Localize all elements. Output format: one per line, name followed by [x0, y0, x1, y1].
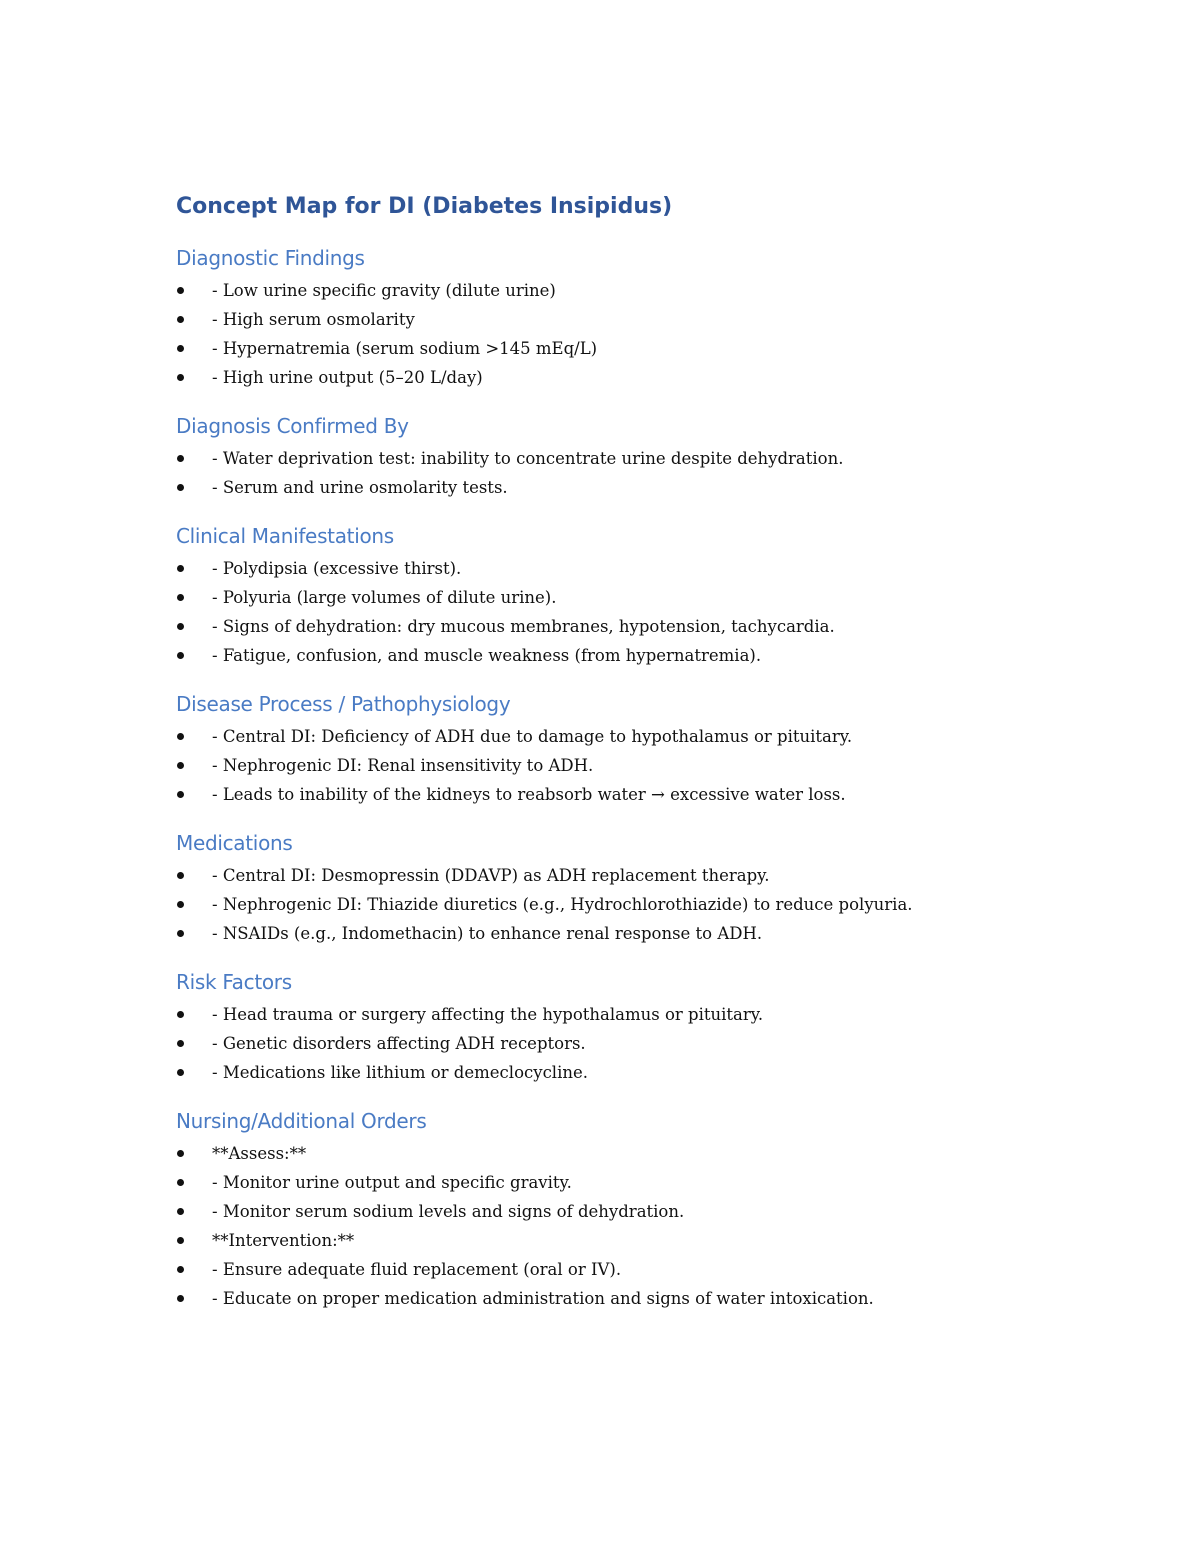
list-item — [176, 305, 1076, 334]
list-item — [176, 641, 1076, 670]
section-diagnostic-findings — [176, 242, 1076, 392]
bullet-icon — [176, 722, 186, 751]
bullet-icon — [176, 583, 186, 612]
bullet-icon — [176, 890, 186, 919]
bullet-icon — [176, 444, 186, 473]
list-item-text: - Central DI: Deficiency of ADH due to damage to hypothalamus or pituitary. — [212, 727, 853, 746]
section-disease-process-pathophysiology — [176, 688, 1076, 809]
bullet-icon — [176, 780, 186, 809]
list-item — [176, 1197, 1076, 1226]
list-item-text: - Educate on proper medication administration and signs of water intoxication. — [212, 1289, 874, 1308]
bullet-list — [176, 722, 1076, 809]
section-heading: Diagnostic Findings — [176, 246, 365, 270]
bullet-icon — [176, 919, 186, 948]
sections-container — [176, 242, 1076, 1313]
list-item — [176, 1226, 1076, 1255]
list-item — [176, 1000, 1076, 1029]
list-item — [176, 861, 1076, 890]
bullet-icon — [176, 751, 186, 780]
bullet-icon — [176, 305, 186, 334]
bullet-icon — [176, 473, 186, 502]
bullet-icon — [176, 1255, 186, 1284]
list-item — [176, 751, 1076, 780]
section-heading: Diagnosis Confirmed By — [176, 414, 409, 438]
list-item-text: - Nephrogenic DI: Renal insensitivity to ADH. — [212, 756, 594, 775]
bullet-list — [176, 1000, 1076, 1087]
bullet-list — [176, 861, 1076, 948]
list-item-text: - Fatigue, confusion, and muscle weakness (from hypernatremia). — [212, 646, 762, 665]
list-item-text: - Medications like lithium or demeclocycline. — [212, 1063, 588, 1082]
bullet-icon — [176, 861, 186, 890]
list-item-text: - Water deprivation test: inability to concentrate urine despite dehydration. — [212, 449, 844, 468]
section-heading: Disease Process / Pathophysiology — [176, 692, 511, 716]
document-content — [176, 190, 1076, 1313]
bullet-icon — [176, 276, 186, 305]
section-heading: Risk Factors — [176, 970, 292, 994]
list-item-text: - High serum osmolarity — [212, 310, 415, 329]
bullet-icon — [176, 1226, 186, 1255]
section-risk-factors — [176, 966, 1076, 1087]
list-item-text: - Polyuria (large volumes of dilute urine). — [212, 588, 557, 607]
list-item-text: - Leads to inability of the kidneys to reabsorb water → excessive water loss. — [212, 785, 846, 804]
list-item-text: - Low urine specific gravity (dilute urine) — [212, 281, 556, 300]
bullet-list — [176, 554, 1076, 670]
list-item — [176, 1168, 1076, 1197]
section-heading: Nursing/Additional Orders — [176, 1109, 427, 1133]
bullet-icon — [176, 1139, 186, 1168]
list-item — [176, 363, 1076, 392]
bullet-icon — [176, 554, 186, 583]
list-item — [176, 1058, 1076, 1087]
list-item-text: - Serum and urine osmolarity tests. — [212, 478, 508, 497]
bullet-icon — [176, 1058, 186, 1087]
list-item — [176, 473, 1076, 502]
list-item-text: - Central DI: Desmopressin (DDAVP) as ADH replacement therapy. — [212, 866, 770, 885]
section-clinical-manifestations — [176, 520, 1076, 670]
list-item-text: - Signs of dehydration: dry mucous membranes, hypotension, tachycardia. — [212, 617, 835, 636]
section-medications — [176, 827, 1076, 948]
bullet-icon — [176, 612, 186, 641]
list-item-text: **Assess:** — [212, 1144, 307, 1163]
list-item-text: - Hypernatremia (serum sodium >145 mEq/L) — [212, 339, 598, 358]
list-item-text: - Nephrogenic DI: Thiazide diuretics (e.g., Hydrochlorothiazide) to reduce polyuria. — [212, 895, 913, 914]
bullet-list — [176, 276, 1076, 392]
list-item-text: **Intervention:** — [212, 1231, 355, 1250]
section-heading: Medications — [176, 831, 293, 855]
bullet-icon — [176, 1168, 186, 1197]
list-item-text: - High urine output (5–20 L/day) — [212, 368, 483, 387]
section-heading: Clinical Manifestations — [176, 524, 394, 548]
bullet-list — [176, 444, 1076, 502]
list-item — [176, 890, 1076, 919]
bullet-icon — [176, 1000, 186, 1029]
list-item — [176, 444, 1076, 473]
bullet-icon — [176, 1197, 186, 1226]
section-diagnosis-confirmed-by — [176, 410, 1076, 502]
list-item — [176, 334, 1076, 363]
bullet-list — [176, 1139, 1076, 1313]
list-item — [176, 1029, 1076, 1058]
section-nursing-additional-orders — [176, 1105, 1076, 1313]
list-item — [176, 722, 1076, 751]
list-item-text: - Monitor urine output and specific gravity. — [212, 1173, 572, 1192]
list-item — [176, 1139, 1076, 1168]
list-item-text: - Polydipsia (excessive thirst). — [212, 559, 462, 578]
bullet-icon — [176, 334, 186, 363]
list-item-text: - Ensure adequate fluid replacement (oral or IV). — [212, 1260, 622, 1279]
list-item — [176, 554, 1076, 583]
document-title: Concept Map for DI (Diabetes Insipidus) — [176, 194, 673, 219]
list-item — [176, 276, 1076, 305]
list-item — [176, 583, 1076, 612]
list-item — [176, 612, 1076, 641]
list-item — [176, 780, 1076, 809]
list-item — [176, 1284, 1076, 1313]
bullet-icon — [176, 363, 186, 392]
list-item — [176, 919, 1076, 948]
list-item — [176, 1255, 1076, 1284]
list-item-text: - NSAIDs (e.g., Indomethacin) to enhance renal response to ADH. — [212, 924, 763, 943]
bullet-icon — [176, 1029, 186, 1058]
bullet-icon — [176, 641, 186, 670]
list-item-text: - Head trauma or surgery affecting the hypothalamus or pituitary. — [212, 1005, 764, 1024]
list-item-text: - Monitor serum sodium levels and signs of dehydration. — [212, 1202, 685, 1221]
list-item-text: - Genetic disorders affecting ADH receptors. — [212, 1034, 586, 1053]
bullet-icon — [176, 1284, 186, 1313]
